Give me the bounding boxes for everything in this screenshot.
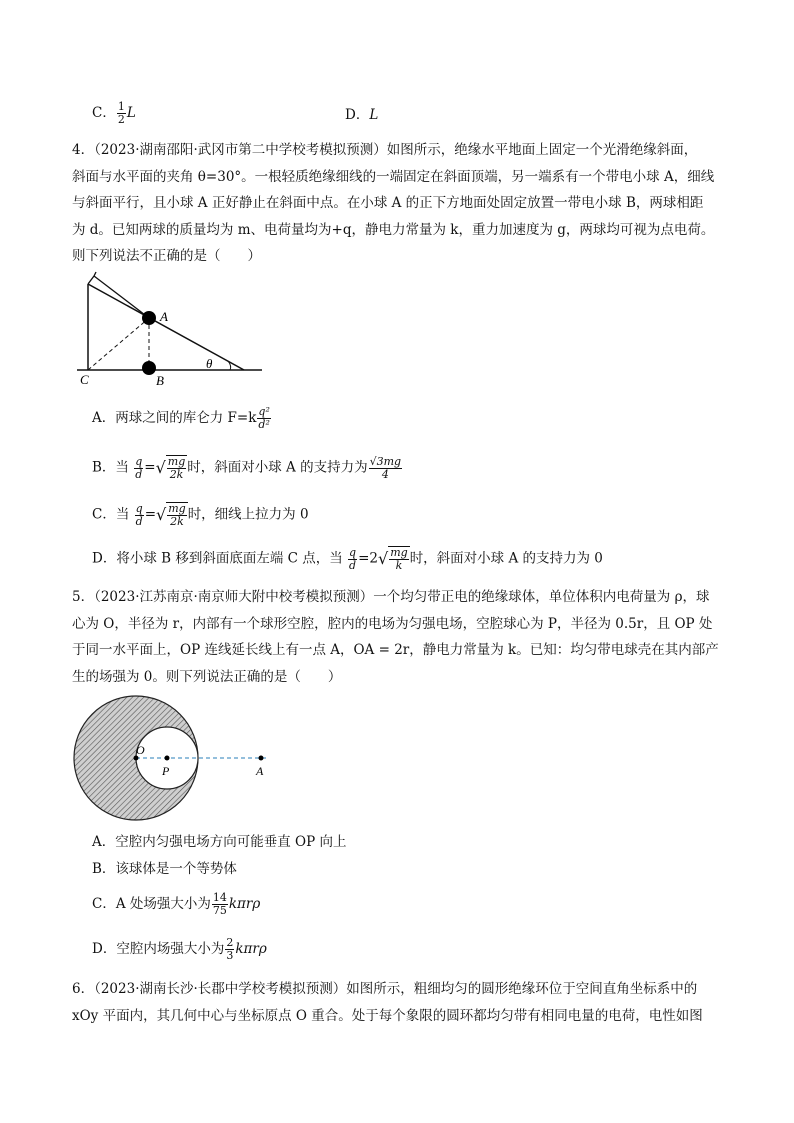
q5-line-1: 5．（2023·江苏南京·南京师大附中校考模拟预测）一个均匀带正电的绝缘球体，单位体积内电荷量为 ρ，球	[72, 589, 710, 605]
q4-line-5: 则下列说法不正确的是（ ）	[72, 248, 261, 264]
q3-c-fraction: $\frac{1}{2}$	[117, 100, 125, 126]
q3-option-c: C． $\frac{1}{2}$ L	[92, 100, 136, 126]
q4-stem	[72, 137, 732, 270]
q5-option-b: B．该球体是一个等势体	[92, 861, 237, 877]
label-o: O	[136, 743, 145, 757]
label-c: C	[80, 372, 89, 387]
q4-option-b: B．当 $\frac{q}{d}$ =√ $\frac{mg}{2k}$ 时，斜面对小球 A 的支持力为 $\frac{√3mg}{4}$	[92, 454, 402, 481]
q5-option-a: A．空腔内匀强电场方向可能垂直 OP 向上	[92, 834, 347, 850]
q4-line-1: 4．（2023·湖南邵阳·武冈市第二中学校考模拟预测）如图所示，绝缘水平地面上固定一个光滑绝缘斜面，	[72, 142, 698, 158]
q3-option-d: D．L	[345, 107, 379, 123]
q5-line-3: 于同一水平面上，OP 连线延长线上有一点 A，OA = 2r，静电力常量为 k。已知：均匀带电球壳在其内部产	[72, 642, 719, 658]
q5-option-d: D．空腔内场强大小为 $\frac{2}{3}$ kπrρ	[92, 936, 267, 962]
q5-option-c: C．A 处场强大小为 $\frac{14}{75}$ kπrρ	[92, 891, 261, 917]
label-theta: θ	[206, 356, 213, 371]
q4-option-d: D．将小球 B 移到斜面底面左端 C 点，当 $\frac{q}{d}$ =2√ $\frac{mg}{k}$ 时，斜面对小球 A 的支持力为 0	[92, 545, 603, 572]
label-a: A	[256, 764, 264, 778]
incline-slope	[88, 284, 244, 370]
q4-line-3: 与斜面平行，且小球 A 正好静止在斜面中点。在小球 A 的正下方地面处固定放置一带电小球 B，两球相距	[72, 195, 704, 211]
ball-a	[142, 311, 156, 325]
q4-option-c: C．当 $\frac{q}{d}$ =√ $\frac{mg}{2k}$ 时，细线上拉力为 0	[92, 501, 309, 528]
q5-line-4: 生的场强为 0。则下列说法正确的是（ ）	[72, 668, 342, 685]
q5-line-2: 心为 O，半径为 r，内部有一个球形空腔，腔内的电场为匀强电场，空腔球心为 P，半径为 0.5r，且 OP 处	[72, 615, 713, 632]
incline-thread	[88, 276, 149, 318]
q6-stem	[72, 976, 732, 1029]
q5-stem	[72, 584, 732, 690]
q4-line-2: 斜面与水平面的夹角 θ=30°。一根轻质绝缘细线的一端固定在斜面顶端，另一端系有一个带电小球 A，细线	[72, 168, 715, 185]
q5-sphere-figure	[72, 695, 302, 825]
point-a	[259, 756, 264, 761]
label-p: P	[162, 764, 170, 778]
label-b: B	[156, 373, 164, 388]
q4-option-a: A．两球之间的库仑力 F=k $\frac{\text{q²}}{\text{d²}}$	[92, 405, 270, 431]
q6-line-1: 6．（2023·湖南长沙·长郡中学校考模拟预测）如图所示，粗细均匀的圆形绝缘环位于空间直角坐标系中的	[72, 981, 698, 997]
q4-line-4: 为 d。已知两球的质量均为 m、电荷量均为+q，静电力常量为 k，重力加速度为 g，两球均可视为点电荷。	[72, 221, 715, 238]
ball-b	[142, 361, 156, 375]
q6-line-2: xOy 平面内，其几何中心与坐标原点 O 重合。处于每个象限的圆环都均匀带有相同电量的电荷，电性如图	[72, 1007, 703, 1024]
label-a: A	[160, 309, 168, 324]
point-p	[165, 756, 170, 761]
q4-incline-figure	[72, 272, 272, 390]
thread-post	[94, 272, 96, 276]
dashed-line-ca	[88, 318, 149, 370]
